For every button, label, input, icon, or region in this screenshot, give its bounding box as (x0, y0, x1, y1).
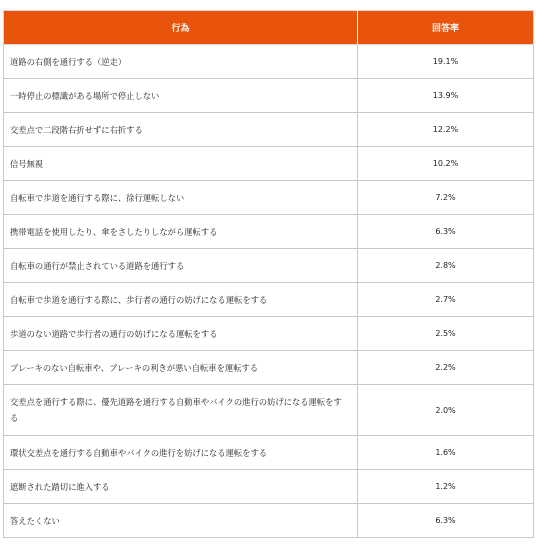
action-cell: 自転車で歩道を通行する際に、徐行運転しない (4, 181, 358, 215)
action-cell: 道路の右側を通行する（逆走） (4, 45, 358, 79)
table-row (4, 181, 534, 215)
rate-cell: 6.3% (358, 504, 534, 538)
action-cell: 自転車で歩道を通行する際に、歩行者の通行の妨げになる運転をする (4, 283, 358, 317)
header-rate: 回答率 (358, 11, 534, 45)
rate-cell: 7.2% (358, 181, 534, 215)
rate-cell: 10.2% (358, 147, 534, 181)
table-row (4, 147, 534, 181)
action-cell: 自転車の通行が禁止されている道路を通行する (4, 249, 358, 283)
action-cell: 携帯電話を使用したり、傘をさしたりしながら運転する (4, 215, 358, 249)
table-row (4, 317, 534, 351)
rate-cell: 6.3% (358, 215, 534, 249)
action-cell: 交差点を通行する際に、優先道路を通行する自動車やバイクの進行の妨げになる運転をする (4, 385, 358, 436)
rate-cell: 2.7% (358, 283, 534, 317)
rate-cell: 2.2% (358, 351, 534, 385)
action-cell: 信号無視 (4, 147, 358, 181)
rate-cell: 1.2% (358, 470, 534, 504)
header-row (4, 11, 534, 45)
table-row (4, 249, 534, 283)
survey-table-container (3, 10, 533, 538)
survey-results-table (3, 10, 534, 538)
rate-cell: 2.8% (358, 249, 534, 283)
action-cell: 交差点で二段階右折せずに右折する (4, 113, 358, 147)
action-cell: 遮断された踏切に進入する (4, 470, 358, 504)
table-row (4, 113, 534, 147)
rate-cell: 12.2% (358, 113, 534, 147)
table-row (4, 436, 534, 470)
table-row (4, 470, 534, 504)
action-cell: 環状交差点を通行する自動車やバイクの進行を妨げになる運転をする (4, 436, 358, 470)
table-row (4, 351, 534, 385)
action-cell: ブレーキのない自転車や、ブレーキの利きが悪い自転車を運転する (4, 351, 358, 385)
table-row (4, 79, 534, 113)
action-cell: 一時停止の標識がある場所で停止しない (4, 79, 358, 113)
table-row (4, 504, 534, 538)
action-cell: 歩道のない道路で歩行者の通行の妨げになる運転をする (4, 317, 358, 351)
rate-cell: 13.9% (358, 79, 534, 113)
rate-cell: 19.1% (358, 45, 534, 79)
table-header (4, 11, 534, 45)
table-row (4, 215, 534, 249)
table-body (4, 45, 534, 538)
table-row (4, 45, 534, 79)
table-row (4, 385, 534, 436)
action-cell: 答えたくない (4, 504, 358, 538)
header-action: 行為 (4, 11, 358, 45)
table-row (4, 283, 534, 317)
rate-cell: 1.6% (358, 436, 534, 470)
rate-cell: 2.5% (358, 317, 534, 351)
rate-cell: 2.0% (358, 385, 534, 436)
